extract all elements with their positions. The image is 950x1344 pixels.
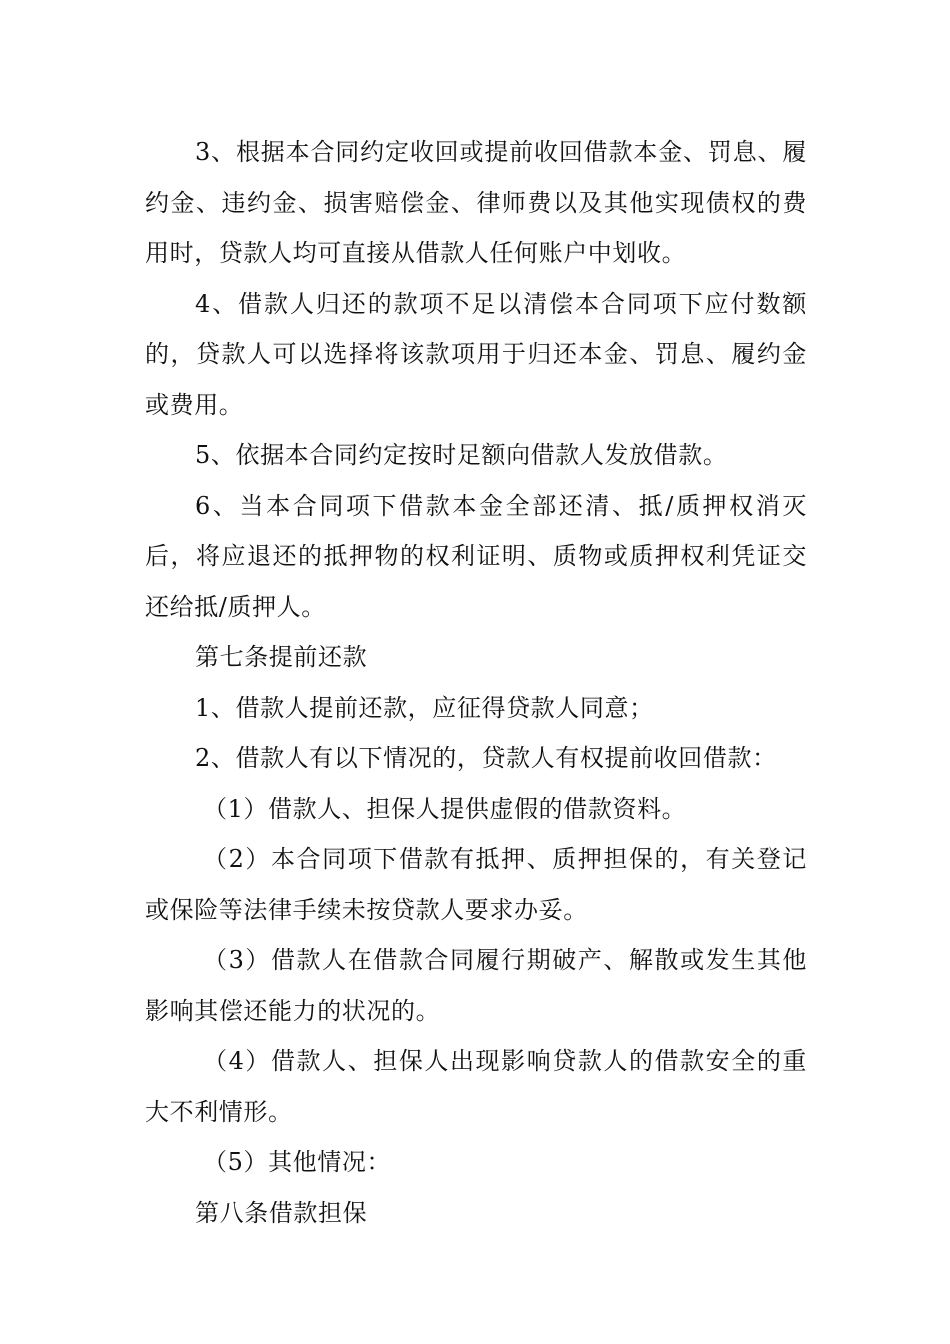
sub-item-1: （1）借款人、担保人提供虚假的借款资料。 (203, 794, 687, 823)
article-7-item-1: 1、借款人提前还款，应征得贷款人同意； (195, 693, 654, 722)
clause-4-paragraph: 4、借款人归还的款项不足以清偿本合同项下应付数额的，贷款人可以选择将该款项用于归还本金、罚息、履约金或费用。 (145, 289, 807, 419)
document-body (145, 127, 807, 1238)
article-7-item-2: 2、借款人有以下情况的，贷款人有权提前收回借款： (195, 744, 777, 772)
article-8-heading: 第八条借款担保 (195, 1198, 368, 1227)
sub-item-3: （3）借款人在借款合同履行期破产、解散或发生其他影响其偿还能力的状况的。 (145, 946, 807, 1025)
clause-3-paragraph: 3、根据本合同约定收回或提前收回借款本金、罚息、履约金、违约金、损害赔偿金、律师费以及其他实现债权的费用时，贷款人均可直接从借款人任何账户中划收。 (145, 138, 807, 267)
clause-5-paragraph: 5、依据本合同约定按时足额向借款人发放借款。 (195, 441, 728, 469)
clause-6-paragraph: 6、当本合同项下借款本金全部还清、抵/质押权消灭后，将应退还的抵押物的权利证明、质物或质押权利凭证交还给抵/质押人。 (145, 491, 807, 621)
sub-item-5: （5）其他情况： (203, 1148, 392, 1176)
sub-item-4: （4）借款人、担保人出现影响贷款人的借款安全的重大不利情形。 (145, 1047, 807, 1126)
article-7-heading: 第七条提前还款 (195, 643, 368, 671)
sub-item-2: （2）本合同项下借款有抵押、质押担保的，有关登记或保险等法律手续未按贷款人要求办妥。 (145, 845, 807, 924)
